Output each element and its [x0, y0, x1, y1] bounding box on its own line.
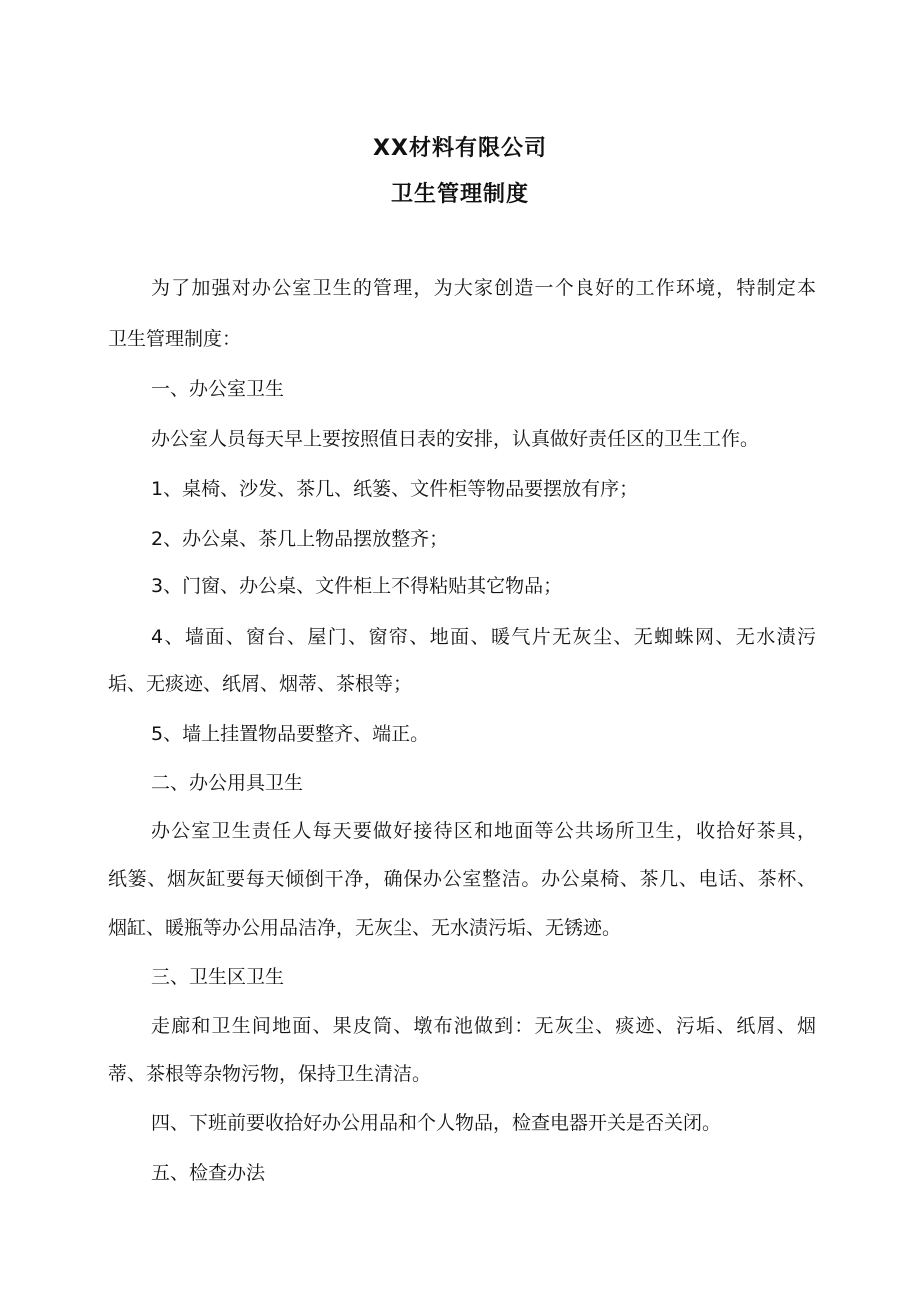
office-paragraph: 办公室人员每天早上要按照值日表的安排，认真做好责任区的卫生工作。	[151, 428, 760, 450]
company-title: XX材料有限公司	[373, 136, 547, 161]
office-item-4-line-2: 垢、无痰迹、纸屑、烟蒂、茶根等；	[108, 673, 413, 695]
section-heading-inspection: 五、检查办法	[151, 1162, 266, 1184]
sanitary-line-2: 蒂、茶根等杂物污物，保持卫生清洁。	[108, 1063, 432, 1085]
section-heading-office: 一、办公室卫生	[151, 378, 285, 400]
intro-line-1: 为了加强对办公室卫生的管理，为大家创造一个良好的工作环境，特制定本	[151, 277, 816, 299]
section-heading-supplies: 二、办公用具卫生	[151, 772, 304, 794]
office-item-4-line-1: 4、墙面、窗台、屋门、窗帘、地面、暖气片无灰尘、无蜘蛛网、无水渍污	[151, 626, 816, 648]
supplies-line-1: 办公室卫生责任人每天要做好接待区和地面等公共场所卫生，收拾好茶具，	[151, 820, 816, 842]
section-heading-sanitary-area: 三、卫生区卫生	[151, 966, 285, 988]
section-heading-before-leaving: 四、下班前要收拾好办公用品和个人物品，检查电器开关是否关闭。	[151, 1112, 722, 1134]
supplies-line-3: 烟缸、暖瓶等办公用品洁净，无灰尘、无水渍污垢、无锈迹。	[108, 917, 622, 939]
office-item-2: 2、办公桌、茶几上物品摆放整齐；	[151, 528, 449, 550]
intro-line-2: 卫生管理制度：	[108, 328, 242, 350]
sanitary-line-1: 走廊和卫生间地面、果皮筒、墩布池做到：无灰尘、痰迹、污垢、纸屑、烟	[151, 1015, 816, 1037]
office-item-3: 3、门窗、办公桌、文件柜上不得粘贴其它物品；	[151, 575, 563, 597]
document-title: 卫生管理制度	[390, 182, 529, 207]
supplies-line-2: 纸篓、烟灰缸要每天倾倒干净，确保办公室整洁。办公桌椅、茶几、电话、茶杯、	[108, 868, 816, 890]
office-item-1: 1、桌椅、沙发、茶几、纸篓、文件柜等物品要摆放有序；	[151, 478, 639, 500]
office-item-5: 5、墙上挂置物品要整齐、端正。	[151, 723, 430, 745]
